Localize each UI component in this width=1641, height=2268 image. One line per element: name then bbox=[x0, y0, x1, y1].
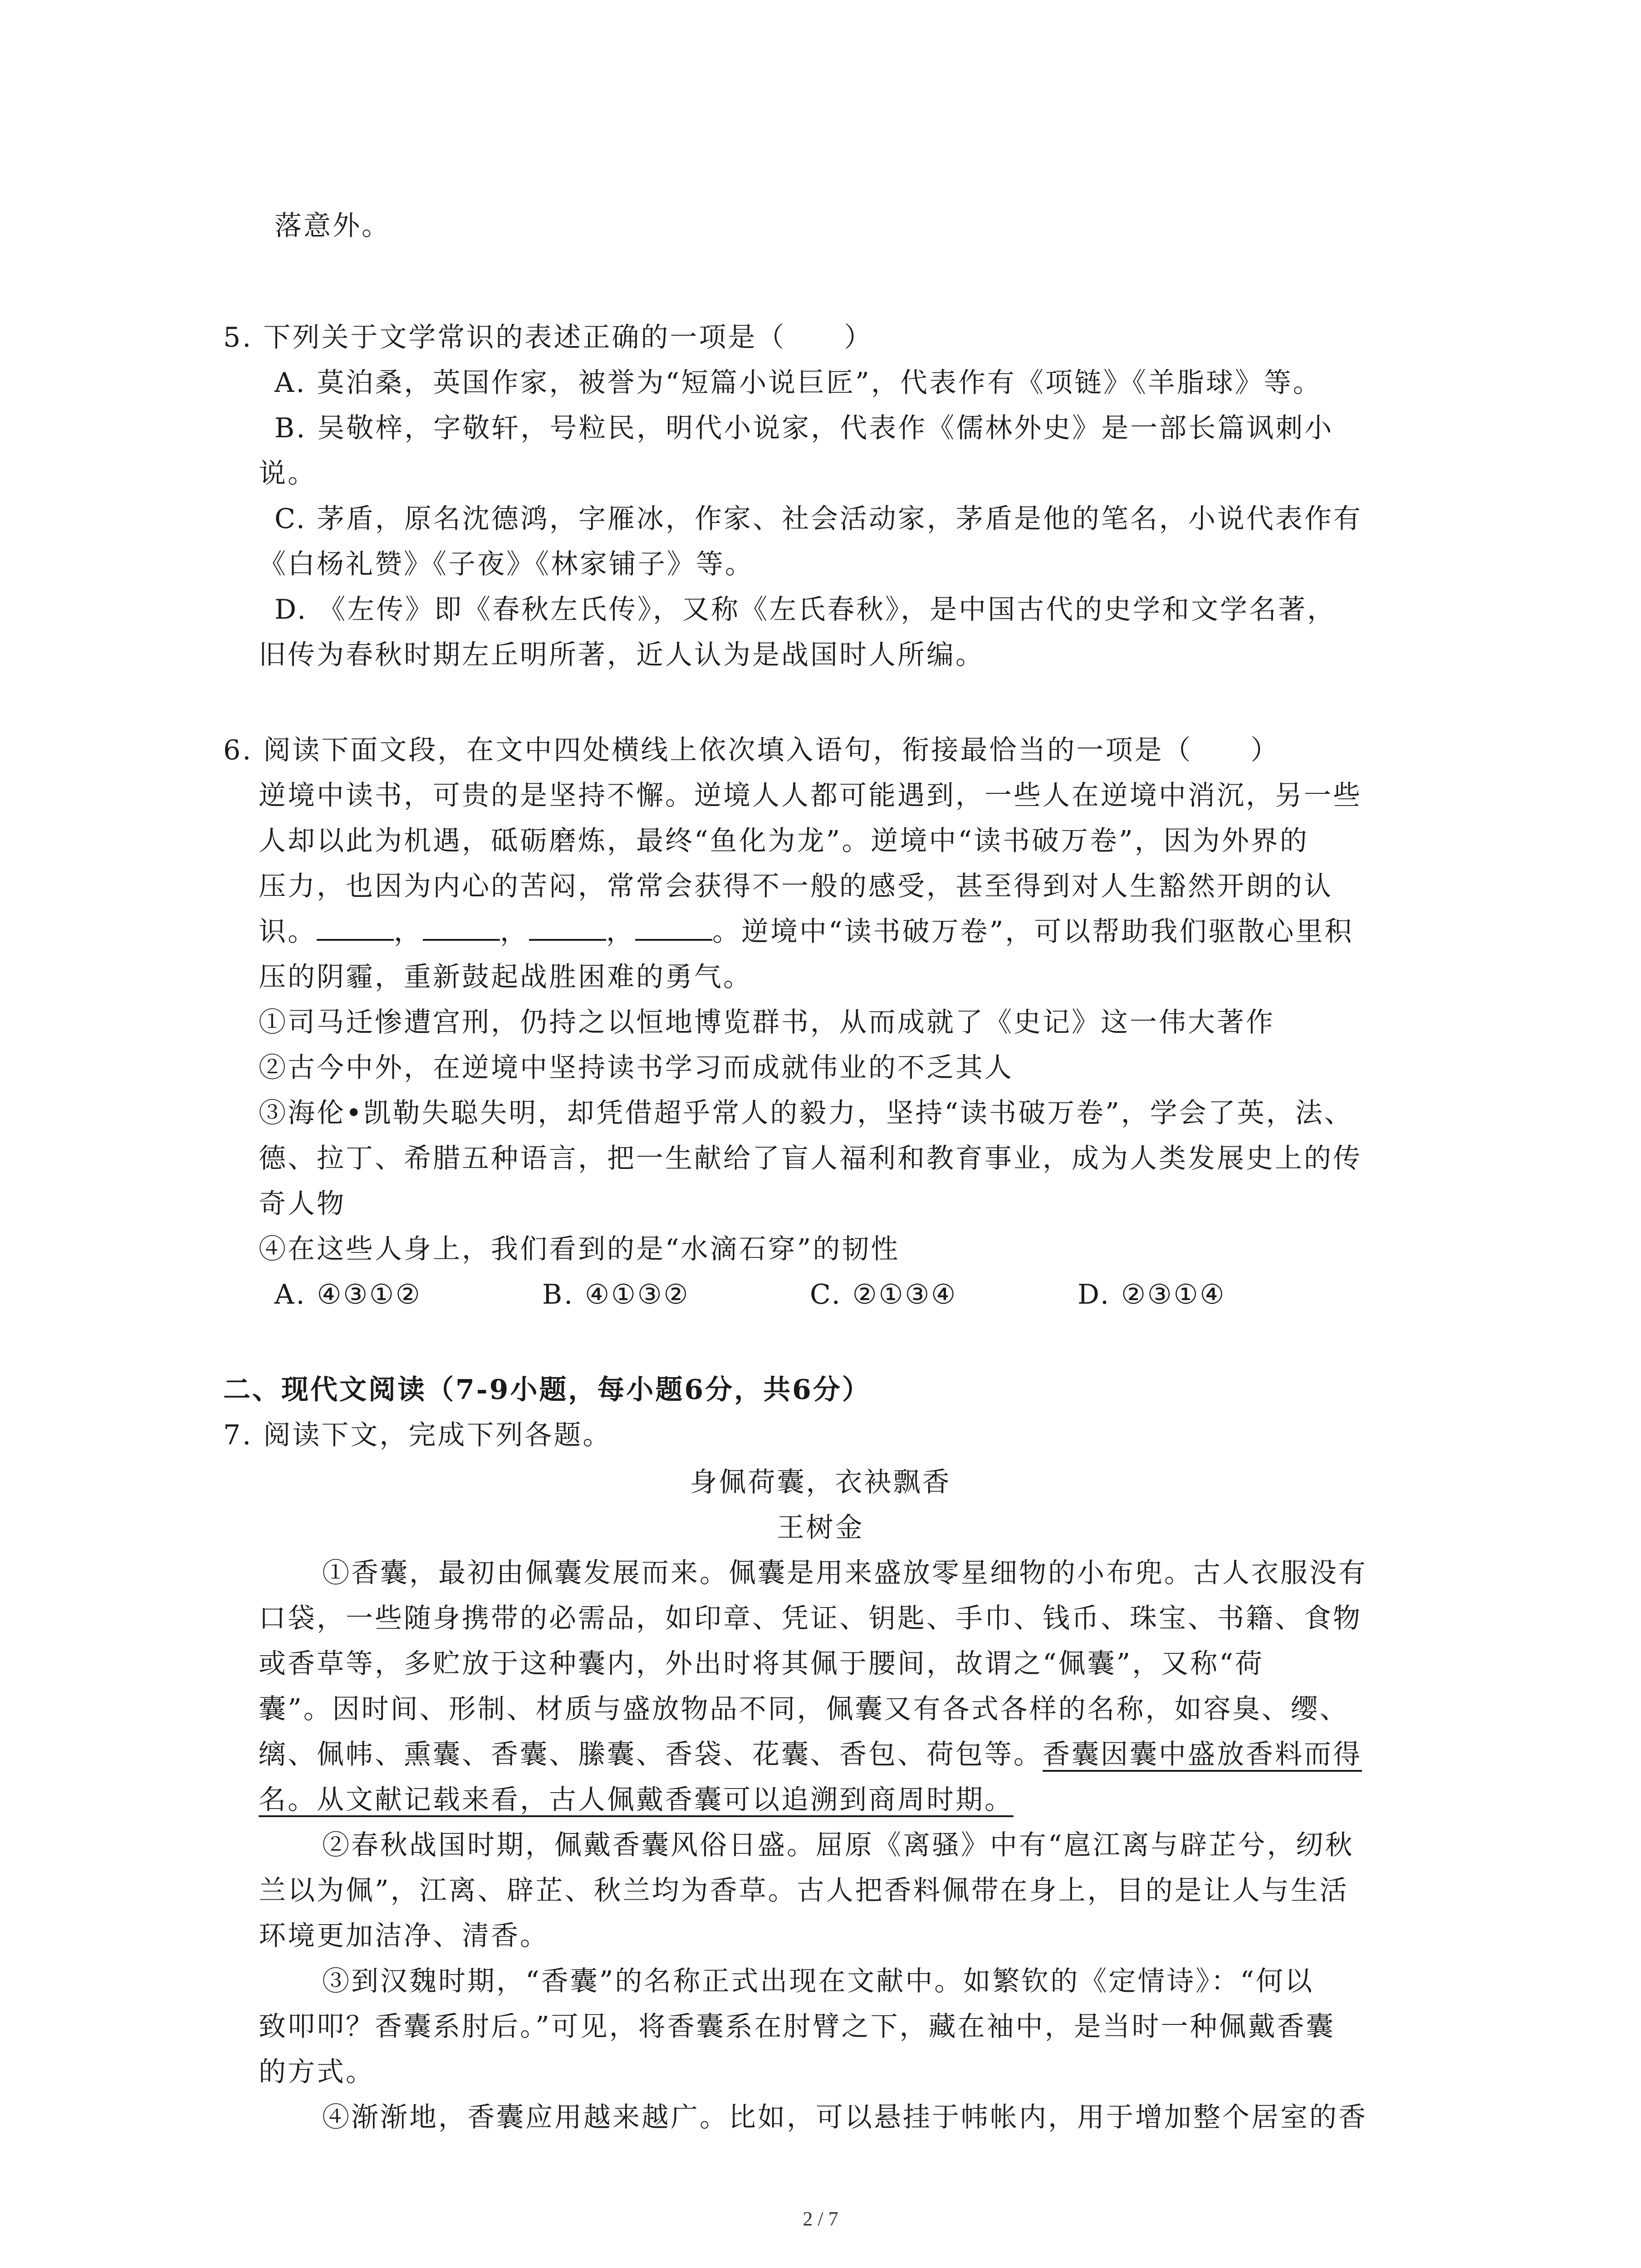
q5-option-d-cont: 旧传为春秋时期左丘明所著，近人认为是战国时人所编。 bbox=[259, 639, 985, 671]
q6-sentence-3-cont: 德、拉丁、希腊五种语言，把一生献给了盲人福利和教育事业，成为人类发展史上的传 bbox=[259, 1143, 1362, 1174]
para1-line-3: 或香草等，多贮放于这种囊内，外出时将其佩于腰间，故谓之“佩囊”，又称“荷 bbox=[259, 1648, 1264, 1680]
blank-1 bbox=[317, 914, 394, 941]
section-heading: 二、现代文阅读（7-9小题，每小题6分，共6分） bbox=[223, 1374, 871, 1406]
para1-line-5-plain: 缡、佩帏、熏囊、香囊、縢囊、香袋、花囊、香包、荷包等。 bbox=[259, 1739, 1043, 1770]
top-fragment: 落意外。 bbox=[274, 210, 391, 242]
para1-line-1: ①香囊，最初由佩囊发展而来。佩囊是用来盛放零星细物的小布兜。古人衣服没有 bbox=[322, 1557, 1367, 1589]
para2-line-3: 环境更加洁净、清香。 bbox=[259, 1920, 549, 1952]
q6-option-d: D. ②③①④ bbox=[1078, 1279, 1226, 1310]
q6-sentence-1: ①司马迁惨遭宫刑，仍持之以恒地博览群书，从而成就了《史记》这一伟大著作 bbox=[259, 1007, 1275, 1038]
blank-2 bbox=[423, 914, 500, 941]
para4-line-1: ④渐渐地，香囊应用越来越广。比如，可以悬挂于帏帐内，用于增加整个居室的香 bbox=[322, 2102, 1367, 2133]
q6-passage-line-3: 压力，也因为内心的苦闷，常常会获得不一般的感受，甚至得到对人生豁然开朗的认 bbox=[259, 870, 1333, 902]
q7-stem: 7. 阅读下文，完成下列各题。 bbox=[223, 1419, 612, 1451]
para1-underlined-text-cont: 名。从文献记载来看，古人佩戴香囊可以追溯到商周时期。 bbox=[259, 1784, 1014, 1816]
q6-sentence-2: ②古今中外，在逆境中坚持读书学习而成就伟业的不乏其人 bbox=[259, 1052, 1014, 1084]
q5-option-b: B. 吴敬梓，字敬轩，号粒民，明代小说家，代表作《儒林外史》是一部长篇讽刺小 bbox=[274, 412, 1334, 444]
q6-p4-start: 识。 bbox=[259, 916, 317, 948]
q6-stem: 6. 阅读下面文段，在文中四处横线上依次填入语句，衔接最恰当的一项是（ ） bbox=[223, 734, 1280, 766]
page-number: 2 / 7 bbox=[803, 2208, 838, 2230]
q5-option-c: C. 茅盾，原名沈德鸿，字雁冰，作家、社会活动家，茅盾是他的笔名，小说代表作有 bbox=[274, 503, 1362, 535]
q6-passage-line-5: 压的阴霾，重新鼓起战胜困难的勇气。 bbox=[259, 961, 752, 993]
q5-option-a: A. 莫泊桑，英国作家，被誉为“短篇小说巨匠”，代表作有《项链》《羊脂球》等。 bbox=[274, 367, 1322, 399]
q6-sentence-3-end: 奇人物 bbox=[259, 1188, 346, 1220]
para3-line-2: 致叩叩？香囊系肘后。”可见，将香囊系在肘臂之下，藏在袖中，是当时一种佩戴香囊 bbox=[259, 2011, 1335, 2043]
para3-line-3: 的方式。 bbox=[259, 2056, 375, 2088]
para1-line-4: 囊”。因时间、形制、材质与盛放物品不同，佩囊又有各式各样的名称，如容臭、缨、 bbox=[259, 1693, 1349, 1725]
article-author: 王树金 bbox=[777, 1512, 864, 1544]
q6-option-b: B. ④①③② bbox=[542, 1279, 690, 1310]
para1-line-5 bbox=[259, 1736, 1362, 1773]
q6-sentence-4: ④在这些人身上，我们看到的是“水滴石穿”的韧性 bbox=[259, 1233, 900, 1265]
q6-comma: ， bbox=[606, 916, 635, 948]
article-title: 身佩荷囊，衣袂飘香 bbox=[690, 1466, 951, 1498]
q6-sentence-3: ③海伦•凯勒失聪失明，却凭借超乎常人的毅力，坚持“读书破万卷”，学会了英，法、 bbox=[259, 1097, 1353, 1129]
q6-passage-line-1: 逆境中读书，可贵的是坚持不懈。逆境人人都可能遇到，一些人在逆境中消沉，另一些 bbox=[259, 780, 1362, 811]
q6-option-c: C. ②①③④ bbox=[810, 1279, 958, 1310]
q5-stem: 5. 下列关于文学常识的表述正确的一项是（ ） bbox=[223, 322, 873, 353]
blank-4 bbox=[635, 914, 712, 941]
blank-3 bbox=[529, 914, 606, 941]
q6-comma: ， bbox=[394, 916, 423, 948]
q6-comma: ， bbox=[500, 916, 529, 948]
para2-line-2: 兰以为佩”，江离、辟芷、秋兰均为香草。古人把香料佩带在身上，目的是让人与生活 bbox=[259, 1875, 1349, 1906]
q5-option-c-cont: 《白杨礼赞》《子夜》《林家铺子》等。 bbox=[259, 548, 754, 580]
para1-line-2: 口袋，一些随身携带的必需品，如印章、凭证、钥匙、手巾、钱币、珠宝、书籍、食物 bbox=[259, 1603, 1362, 1634]
q6-p4-end: 。逆境中“读书破万卷”，可以帮助我们驱散心里积 bbox=[712, 916, 1354, 948]
q6-passage-line-2: 人却以此为机遇，砥砺磨炼，最终“鱼化为龙”。逆境中“读书破万卷”，因为外界的 bbox=[259, 825, 1309, 857]
para1-line-6 bbox=[259, 1782, 1014, 1818]
q6-option-a: A. ④③①② bbox=[274, 1279, 422, 1310]
q5-option-d: D. 《左传》即《春秋左氏传》，又称《左氏春秋》，是中国古代的史学和文学名著， bbox=[274, 594, 1337, 626]
q6-passage-line-4 bbox=[259, 914, 1353, 950]
q5-option-b-cont: 说。 bbox=[259, 458, 317, 489]
para1-underlined-text: 香囊因囊中盛放香料而得 bbox=[1043, 1739, 1362, 1770]
para2-line-1: ②春秋战国时期，佩戴香囊风俗日盛。屈原《离骚》中有“扈江离与辟芷兮，纫秋 bbox=[322, 1829, 1354, 1861]
para3-line-1: ③到汉魏时期，“香囊”的名称正式出现在文献中。如繁钦的《定情诗》：“何以 bbox=[322, 1965, 1314, 1997]
